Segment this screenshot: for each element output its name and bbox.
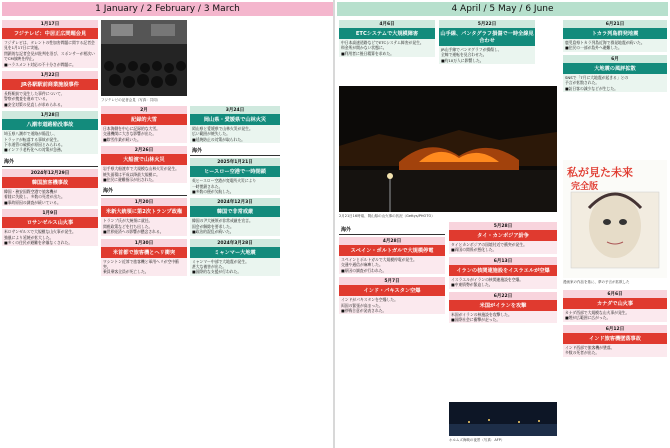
overseas-section-heading: 海外 [190, 146, 280, 156]
news-item [339, 277, 445, 314]
news-item-title: 記録的大雪 [101, 114, 187, 125]
news-item-date: 2025年1月21日 [190, 158, 280, 166]
news-item [449, 257, 557, 289]
news-item [339, 20, 435, 57]
news-item-date: 5月28日 [449, 222, 557, 230]
news-item-body: JR山手線でパンタグラフが損傷し、 全線で運転を見合わせた。 ■約10万人に影響した。 [439, 46, 535, 64]
news-item-date: 1月17日 [2, 20, 98, 28]
left-period-header: 1 January / 2 February / 3 March [2, 2, 333, 16]
news-item-date: 1月28日 [2, 111, 98, 119]
news-item-date: 4月6日 [339, 20, 435, 28]
news-item [563, 55, 667, 92]
news-item-body: 韓国・務安国際空港で旅客機が 着陸に失敗し、多数の死者が出た。 ■事故原因の調査が続いている。 [2, 188, 98, 206]
right-column-c [563, 20, 667, 156]
news-item-date: 1月22日 [2, 71, 98, 79]
news-item [339, 237, 445, 274]
news-item-body: 米ロサンゼルスで大規模な山火事が発生。 強風により延焼が拡大した。 ■多くの住民が避難を余儀なくされた。 [2, 228, 98, 246]
news-item-date: 2024年12月29日 [2, 169, 98, 177]
news-item-date: 5月22日 [439, 20, 535, 28]
news-item [190, 239, 280, 276]
news-item-date: 1月9日 [2, 209, 98, 217]
news-item-date: 2月26日 [101, 146, 187, 154]
news-item-date: 2月 [101, 106, 187, 114]
press-conference-photo [101, 20, 187, 96]
news-item-title: スペイン・ポルトガルで大規模停電 [339, 245, 445, 256]
news-item-title: 岡山県・愛媛県で山林火災 [190, 114, 280, 125]
news-item-body: 鹿児島県トカラ列島近海で群発地震が続いた。 ■住民の一部が島外へ避難した。 [563, 39, 667, 52]
manga-caption: 漫画家の作品を基に、夢の予言が拡散した [563, 280, 630, 284]
news-item [439, 20, 535, 64]
news-item-title: インド・パキスタン空爆 [339, 285, 445, 296]
news-item-title: タイ・カンボジア紛争 [449, 230, 557, 241]
news-item-date: 4月28日 [339, 237, 445, 245]
news-item [2, 71, 98, 108]
night-sea-photo [449, 402, 557, 436]
news-item-body: 米国がイランの核施設を攻撃した。 ■国際社会に衝撃が走った。 [449, 311, 557, 324]
news-item [101, 239, 187, 276]
manga-subtitle: 完全版 [571, 182, 599, 192]
news-item-body: 韓国の尹大統領が非常戒厳を宣言。 国会が解除を要求した。 ■政治的混乱が続いた。 [190, 217, 280, 235]
news-item-body: 英ヒースロー空港が変電所火災により 一時閉鎖された。 ■多数の便が欠航した。 [190, 177, 280, 195]
news-item-title: JR各駅駅前商業施設事件 [2, 79, 98, 90]
news-item-body: カナダ西部で大規模な山火事が発生。 ■煙が広範囲に広がった。 [563, 309, 667, 322]
news-item-body: インド西部で旅客機が墜落。 多数の死者が出た。 [563, 344, 667, 357]
left-column-a [2, 20, 98, 446]
news-item-title: 米国がイランを攻撃 [449, 300, 557, 311]
news-item [2, 169, 98, 206]
news-item [190, 158, 280, 195]
news-item-title: インド旅客機墜落事故 [563, 333, 667, 344]
news-item-body: SNSで「7月に大地震が起きる」との 予言が拡散された。 ■訪日客の減少などが生じた。 [563, 74, 667, 92]
news-item-title: ヒースロー空港で一時閉鎖 [190, 166, 280, 177]
news-item-title: 大船渡で山林火災 [101, 154, 187, 165]
news-item-title: 大地震の風評拡散 [563, 63, 667, 74]
news-item-body: 埼玉県八潮市で道路が陥没し、 トラックが転落する事故が発生。 下水道管の破損が原因とみられる。 ■インフラ老朽化への対策が急務。 [2, 130, 98, 154]
news-item-title: 韓国旅客機事故 [2, 177, 98, 188]
news-item [2, 209, 98, 246]
news-item-body: トランプ氏が大統領に就任。 関税政策などを打ち出した。 ■世界経済への影響が懸念される。 [101, 217, 187, 235]
news-item-date: 1月30日 [101, 239, 187, 247]
wildfire-caption: 2月21日16時頃、岡山県の山火事の状況（Gettys/PHOTO） [339, 214, 435, 218]
news-item-date: 6月 [563, 55, 667, 63]
news-item [101, 198, 187, 235]
news-item [101, 146, 187, 183]
overseas-section-heading: 海外 [2, 157, 98, 167]
news-item-date: 2024年3月28日 [190, 239, 280, 247]
news-item-body: 日本海側を中心に記録的な大雪。 交通機関に大きな影響が出た。 ■除雪作業が続いた。 [101, 125, 187, 143]
right-column-b [439, 20, 535, 82]
news-item-title: ミャンマー大地震 [190, 247, 280, 258]
news-item [563, 325, 667, 357]
news-item-title: フジテレビ：中居正広問題会見 [2, 28, 98, 39]
news-item [2, 20, 98, 68]
news-item [563, 20, 667, 52]
news-item [449, 222, 557, 254]
news-item-date: 6月6日 [563, 290, 667, 298]
press-conference-caption: フジテレビの記者会見（写真：共同） [101, 98, 161, 102]
manga-title: 私が見た未来 [567, 166, 633, 179]
night-sea-caption: ホルムズ海峡の夜景（写真：AFP） [449, 438, 505, 442]
overseas-section-heading: 海外 [339, 225, 445, 235]
right-column-d [339, 222, 445, 446]
news-item-date: 6月21日 [563, 20, 667, 28]
news-item-body: タイとカンボジアの国境付近で衝突が発生。 ■両国の関係が悪化した。 [449, 241, 557, 254]
news-item-title: ロサンゼルス山火事 [2, 217, 98, 228]
manga-cover [563, 160, 667, 278]
news-item-title: トカラ列島群発地震 [563, 28, 667, 39]
news-item-date: 3月24日 [190, 106, 280, 114]
news-item-title: 米首都で旅客機とヘリ衝突 [101, 247, 187, 258]
news-item [190, 198, 280, 235]
news-item-title: 米新大統領に第2次トランプ政権 [101, 206, 187, 217]
news-item [563, 290, 667, 322]
news-item [449, 292, 557, 324]
left-column-b [101, 106, 187, 446]
news-item-date: 6月22日 [449, 292, 557, 300]
news-item-date: 6月12日 [563, 325, 667, 333]
wildfire-night-photo [339, 86, 557, 212]
news-item [101, 106, 187, 143]
news-item-body: スペインとポルトガルで大規模停電が発生。 交通や通信が麻痺した。 ■原因の調査が行われた。 [339, 256, 445, 274]
news-item-date: 6月13日 [449, 257, 557, 265]
news-item-body: ワシントン近郊で旅客機と軍用ヘリが空中衝突。 乗員乗客全員が死亡した。 [101, 258, 187, 276]
news-item-body: イスラエルがイランの核関連施設を空爆。 ■中東情勢が緊迫した。 [449, 276, 557, 289]
news-item [2, 111, 98, 154]
news-item-body: 岩手県大船渡市で大規模な山林火災が発生。 焼失面積は平成以降最大規模に。 ■住民に避難指示が出された。 [101, 165, 187, 183]
left-column-c [190, 106, 280, 446]
news-item-title: カナダで山火事 [563, 298, 667, 309]
news-item-title: 山手線、パンタグラフ損傷で一時全線見合わせ [439, 28, 535, 46]
news-item-date: 2024年12月3日 [190, 198, 280, 206]
right-period-header: 4 April / 5 May / 6 June [337, 2, 668, 16]
news-item-date: 5月7日 [339, 277, 445, 285]
news-item-body: ミャンマー中部で大地震が発生。 甚大な被害が出た。 ■国際的な支援が行われた。 [190, 258, 280, 276]
news-item [190, 106, 280, 143]
news-item-title: イランの核関連施設をイスラエルが空爆 [449, 265, 557, 276]
news-item-title: ETCシステムで大規模障害 [339, 28, 435, 39]
overseas-section-heading: 海外 [101, 186, 187, 196]
right-column-e [449, 222, 557, 398]
news-item-body: インドがパキスタンを空爆した。 両国の緊張が高まった。 ■停戦合意が発表された。 [339, 296, 445, 314]
news-item-title: 八潮市道路陥没事故 [2, 119, 98, 130]
news-item-body: 中日本高速道路などでETCシステム障害が発生。 料金所が開かない状態に。 ■利用者に後日精算を求めた。 [339, 39, 435, 57]
news-item-title: 韓国で非常戒厳 [190, 206, 280, 217]
right-column-a [339, 20, 435, 82]
news-item-body: 長野駅前で発生した事件について、 警察が捜査を進めている。 ■安全対策の見直しが求められる。 [2, 90, 98, 108]
right-page [335, 0, 670, 448]
news-item-body: 岡山県と愛媛県で山林火災が発生。 広い範囲が焼失した。 ■延焼防止の対策が取られた。 [190, 125, 280, 143]
news-item-date: 1月20日 [101, 198, 187, 206]
news-item-body: フジテレビは、タレントの性加害問題に関する記者会見を1月17日に実施。 閉鎖的な記者会見が批判を浴び、スポンサーが相次いでCM放映を停止。 ■ハラスメント対応の不十分さが問題に。 [2, 39, 98, 68]
right-column-f [563, 290, 667, 446]
